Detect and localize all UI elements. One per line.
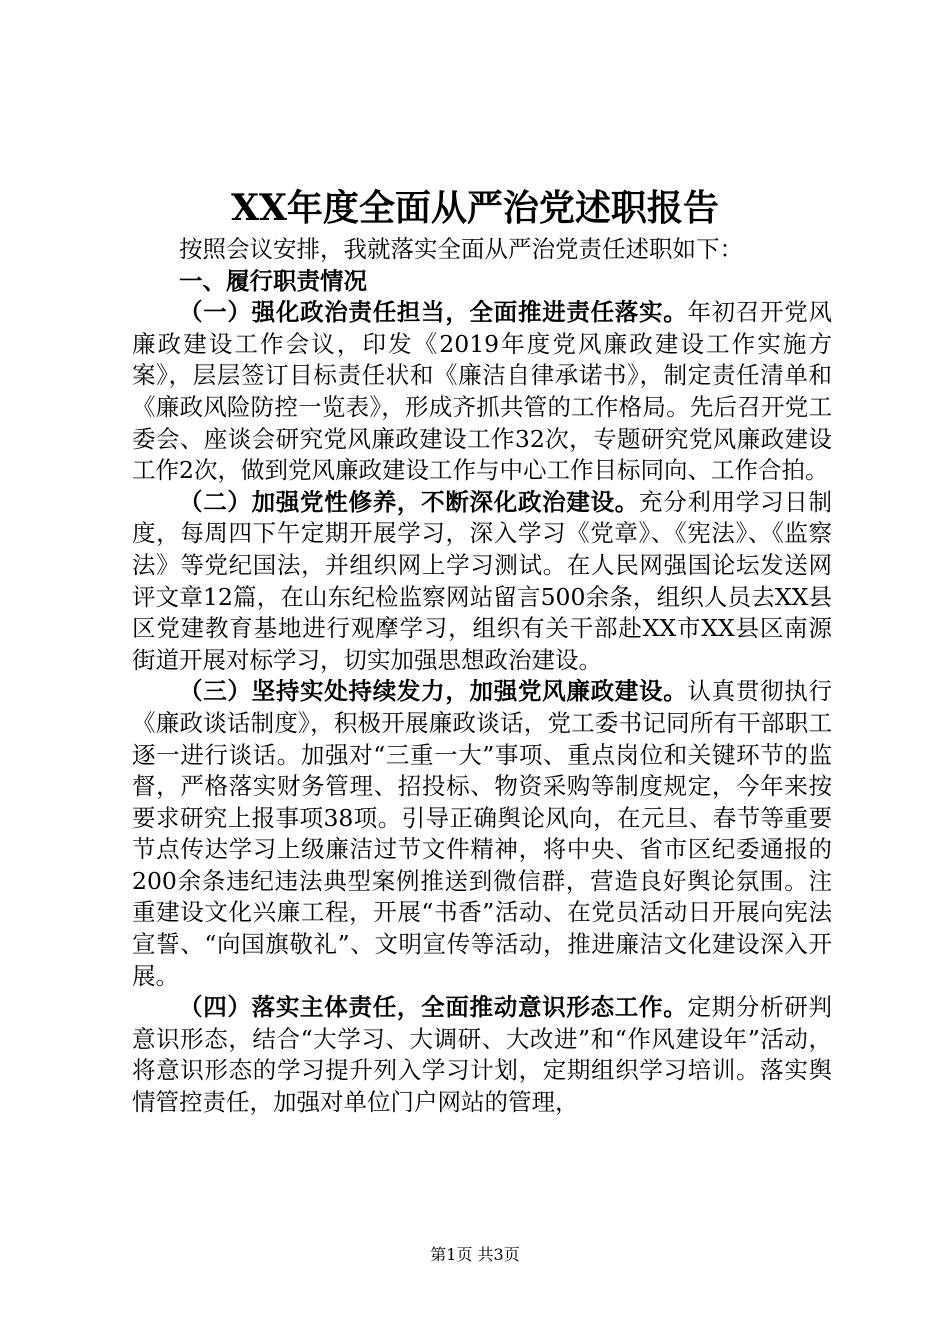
paragraph-1-lead: （一）强化政治责任担当，全面推进责任落实。 (179, 298, 688, 327)
paragraph-3-lead: （三）坚持实处持续发力，加强党风廉政建设。 (179, 677, 688, 706)
section-heading: 一、履行职责情况 (179, 266, 367, 295)
intro-paragraph: 按照会议安排，我就落实全面从严治党责任述职如下： (179, 235, 743, 263)
paragraph-3-text: 认真贯彻执行《廉政谈话制度》，积极开展廉政谈话，党工委书记同所有干部职工逐一进行谈话。加强对“三重一大”事项、重点岗位和关键环节的监督，严格落实财务管理、招投标、物资采购等制度规定，今年来按要求研究上报事项38项。引导正确舆论风向，在元旦、春节等重要节点传达学习上级廉洁过节文件精神，将中央、省市区纪委通报的200余条违纪违法典型案例推送到微信群，营造良好舆论氛围。注重建设文化兴廉工程，开展“书香”活动、在党员活动日开展向宪法宣誓、“向国旗敬礼”、文明宣传等活动，推进廉洁文化建设深入开展。 (132, 677, 833, 990)
paragraph-1 (132, 297, 832, 487)
paragraph-2-lead: （二）加强党性修养，不断深化政治建设。 (179, 487, 640, 516)
document-title: XX年度全面从严治党述职报告 (231, 187, 719, 229)
paragraph-2 (132, 487, 832, 677)
paragraph-2-text: 充分利用学习日制度，每周四下午定期开展学习，深入学习《党章》、《宪法》、《监察法》等党纪国法，并组织网上学习测试。在人民网强国论坛发送网评文章12篇，在山东纪检监察网站留言500余条，组织人员去XX县区党建教育基地进行观摩学习，组织有关干部赴XX市XX县区南源街道开展对标学习，切实加强思想政治建设。 (132, 487, 833, 674)
document-body (132, 234, 832, 1119)
paragraph-1-text: 年初召开党风廉政建设工作会议，印发《2019年度党风廉政建设工作实施方案》，层层签订目标责任状和《廉洁自律承诺书》，制定责任清单和《廉政风险防控一览表》，形成齐抓共管的工作格局。先后召开党工委会、座谈会研究党风廉政建设工作32次，专题研究党风廉政建设工作2次，做到党风廉政建设工作与中心工作目标同向、工作合拍。 (132, 298, 833, 485)
paragraph-4-lead: （四）落实主体责任，全面推动意识形态工作。 (179, 993, 688, 1022)
paragraph-3 (132, 676, 832, 992)
paragraph-4-text: 定期分析研判意识形态，结合“大学习、大调研、大改进”和“作风建设年”活动，将意识形态的学习提升列入学习计划，定期组织学习培训。落实舆情管控责任，加强对单位门户网站的管理， (132, 993, 833, 1117)
page-number-footer: 第1页 共3页 (430, 1245, 520, 1264)
paragraph-4 (132, 992, 832, 1118)
